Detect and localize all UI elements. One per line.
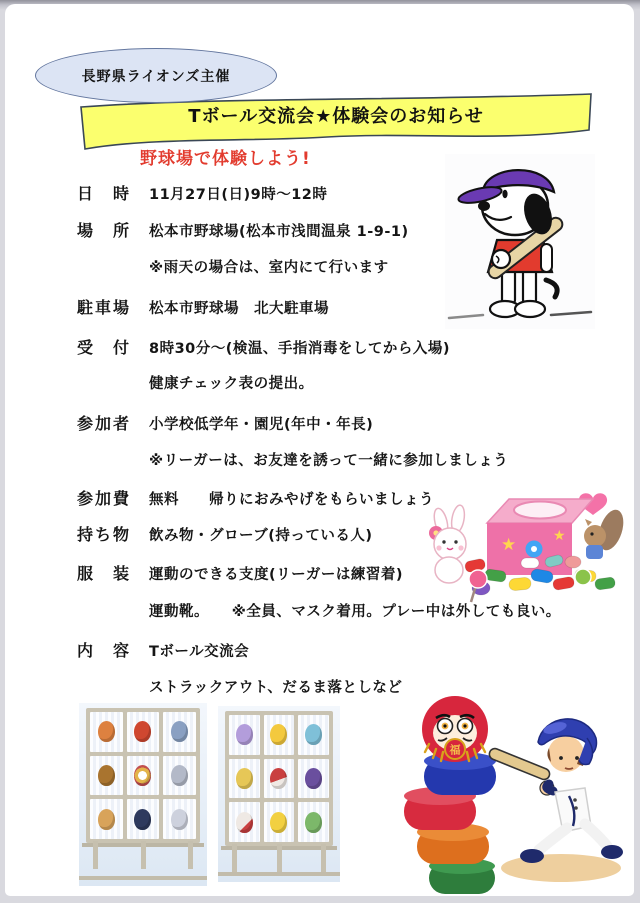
target-grid (86, 708, 200, 843)
stand-base (79, 876, 207, 880)
detail-row-shoes-mask-note (77, 600, 561, 621)
target-cell (229, 759, 260, 799)
target-cell (264, 759, 295, 799)
detail-text: ※リーガーは、お友達を誘って一緒に参加しましょう (149, 453, 509, 469)
detail-row-parking (77, 295, 329, 318)
detail-label: 場 所 (77, 221, 132, 240)
detail-row-date (77, 181, 327, 204)
target-cell (163, 712, 196, 752)
daruma-fuku-character: 福 (449, 743, 461, 757)
detail-row-rain-note (77, 256, 389, 277)
stand-legs (91, 841, 195, 873)
character-blob (236, 812, 253, 833)
character-blob (305, 768, 322, 789)
candy-box-icon (425, 478, 625, 610)
detail-label: 参加者 (77, 414, 132, 433)
character-blob (98, 765, 115, 786)
target-cell (90, 799, 123, 839)
character-blob (270, 812, 287, 833)
detail-row-clothing (77, 561, 403, 584)
detail-text: 小学校低学年・園児(年中・年長) (149, 417, 374, 433)
target-cell (90, 712, 123, 752)
detail-label: 内 容 (77, 641, 132, 660)
character-blob (270, 768, 287, 789)
target-grid (225, 711, 333, 846)
snoopy-with-bat-icon (445, 154, 595, 329)
target-cell (163, 799, 196, 839)
detail-row-belongings (77, 522, 373, 545)
detail-text: 11月27日(日)9時〜12時 (149, 187, 328, 203)
target-cell (298, 715, 329, 755)
detail-row-content (77, 638, 249, 661)
detail-label: 持ち物 (77, 525, 132, 544)
character-blob (134, 721, 151, 742)
detail-text: 健康チェック表の提出。 (149, 376, 314, 392)
detail-text: 運動のできる支度(リーガーは練習着) (149, 567, 403, 583)
detail-row-participants (77, 411, 373, 434)
target-cell (127, 799, 160, 839)
character-blob (98, 721, 115, 742)
detail-text: 松本市野球場(松本市浅間温泉 1-9-1) (149, 224, 409, 240)
detail-text: 運動靴。 ※全員、マスク着用。プレー中は外しても良い。 (149, 604, 561, 620)
organizer-badge (35, 48, 277, 103)
strikeout-photo-anpanman (79, 703, 207, 886)
svg-text:★: ★ (501, 535, 517, 555)
detail-row-leaguer-note (77, 449, 508, 470)
character-blob (134, 765, 151, 786)
target-cell (264, 802, 295, 842)
detail-row-fee (77, 486, 434, 509)
detail-text: ストラックアウト、だるま落としなど (149, 680, 403, 696)
detail-text: 無料 帰りにおみやげをもらいましょう (149, 492, 434, 508)
detail-text: 飲み物・グローブ(持っている人) (149, 528, 373, 544)
detail-text: 8時30分〜(検温、手指消毒をしてから入場) (149, 341, 451, 357)
character-blob (134, 809, 151, 830)
detail-row-health-check (77, 372, 314, 393)
strikeout-photo-pokemon (218, 706, 340, 882)
character-blob (171, 765, 188, 786)
target-cell (298, 759, 329, 799)
snoopy-illustration (445, 154, 595, 329)
character-blob (270, 724, 287, 745)
batter-kid-icon (483, 696, 631, 891)
target-cell (229, 802, 260, 842)
character-blob (98, 809, 115, 830)
event-subtitle: 野球場で体験しよう! (140, 149, 311, 169)
target-cell (163, 756, 196, 796)
flyer-page (5, 4, 634, 896)
svg-text:★: ★ (553, 528, 566, 544)
character-blob (236, 768, 253, 789)
event-title: Tボール交流会★体験会のお知らせ (188, 106, 484, 127)
character-blob (305, 724, 322, 745)
detail-label: 受 付 (77, 338, 132, 357)
detail-text: ※雨天の場合は、室内にて行います (149, 260, 389, 276)
detail-row-place (77, 218, 409, 241)
target-cell (264, 715, 295, 755)
character-blob (236, 724, 253, 745)
detail-label: 服 装 (77, 564, 132, 583)
character-blob (171, 809, 188, 830)
detail-label: 日 時 (77, 184, 132, 203)
target-cell (229, 715, 260, 755)
detail-label: 駐車場 (77, 298, 132, 317)
detail-text: 松本市野球場 北大駐車場 (149, 301, 329, 317)
target-cell (90, 756, 123, 796)
batter-illustration (483, 696, 631, 891)
detail-row-games-note (77, 676, 402, 697)
target-cell (127, 712, 160, 752)
target-cell (127, 756, 160, 796)
character-blob (305, 812, 322, 833)
detail-label: 参加費 (77, 489, 132, 508)
candy-gift-illustration (425, 478, 625, 610)
character-blob (171, 721, 188, 742)
stand-base (218, 872, 340, 876)
detail-text: Tボール交流会 (149, 644, 250, 660)
target-cell (298, 802, 329, 842)
detail-row-reception (77, 335, 450, 358)
organizer-badge-label: 長野県ライオンズ主催 (81, 68, 231, 85)
